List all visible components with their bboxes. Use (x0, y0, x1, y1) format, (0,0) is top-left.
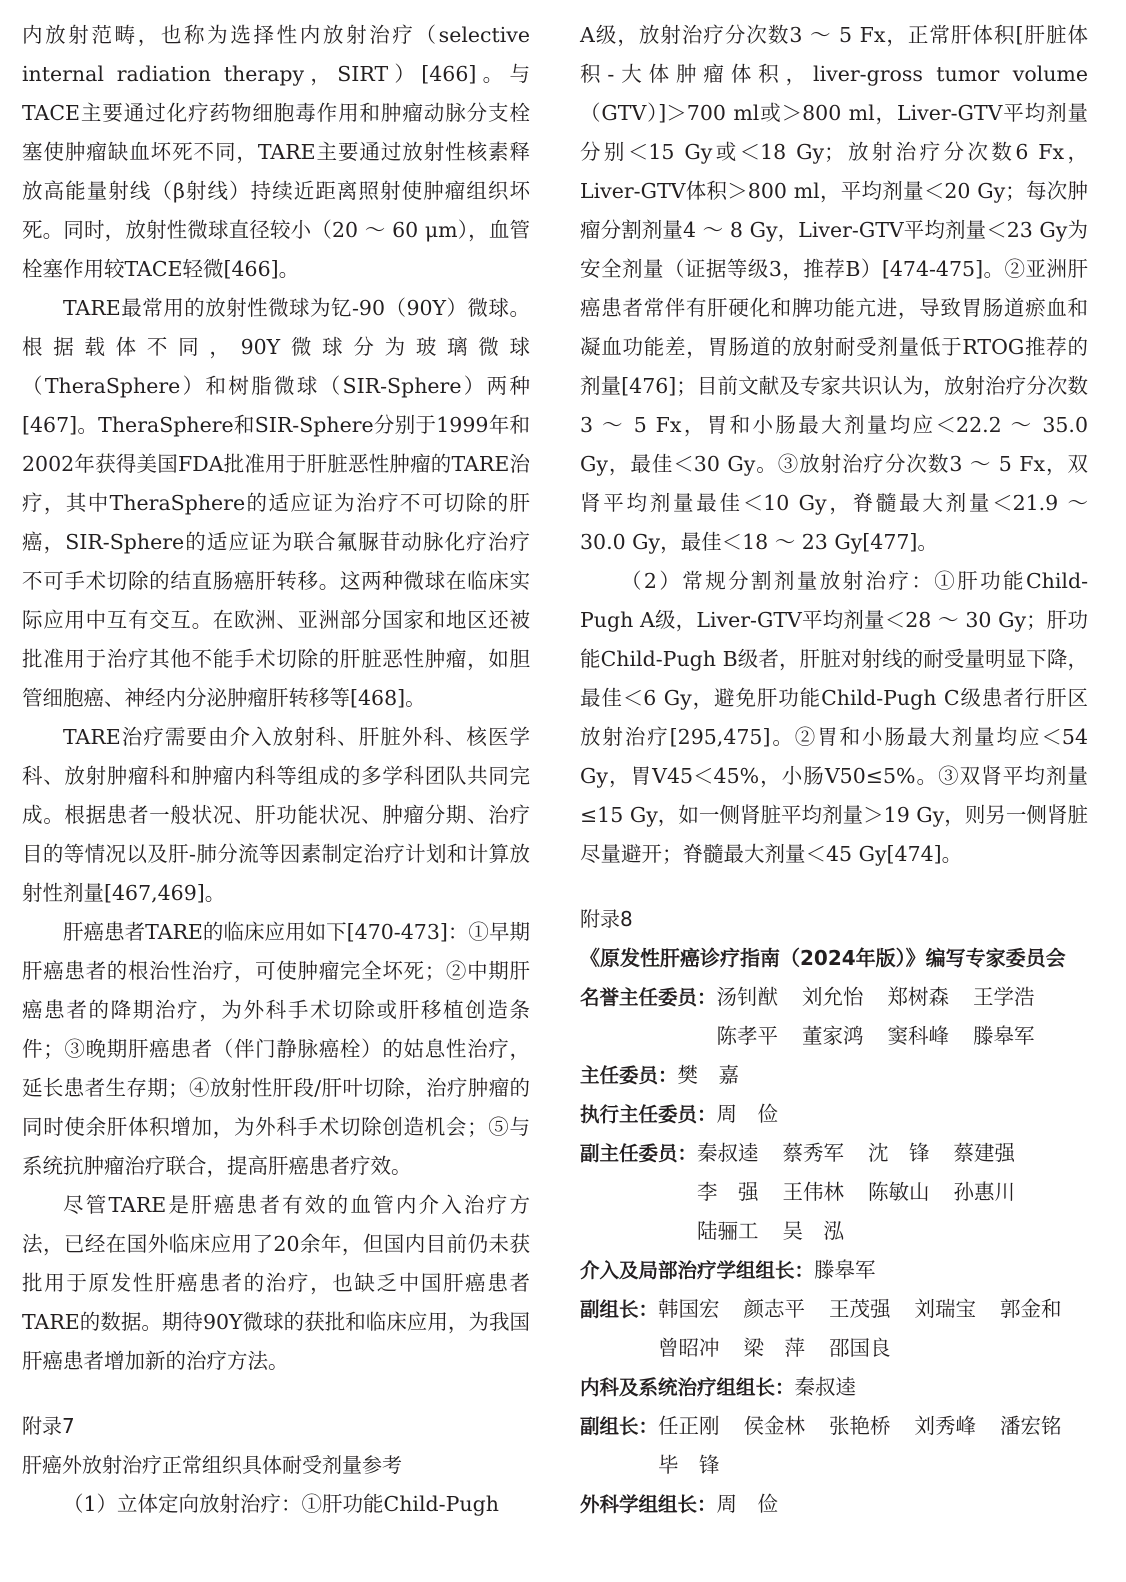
committee-row (580, 1290, 1088, 1368)
committee-member: 梁 萍 (743, 1336, 806, 1360)
committee-member: 樊 嘉 (677, 1063, 740, 1087)
committee-member: 郑树森 (887, 985, 950, 1009)
committee-member: 邵国良 (829, 1336, 891, 1360)
committee-names (814, 1251, 900, 1290)
committee-member: 任正刚 (658, 1414, 720, 1438)
left-column (22, 16, 530, 1524)
appendix-title: 肝癌外放射治疗正常组织具体耐受剂量参考 (22, 1453, 402, 1477)
committee-role-label: 外科学组组长： (580, 1493, 717, 1516)
committee-member: 郭金和 (1000, 1297, 1062, 1321)
committee-member: 蔡建强 (953, 1141, 1016, 1165)
appendix-label: 附录8 (580, 907, 633, 931)
appendix-label: 附录7 (22, 1414, 75, 1438)
committee-role-label: 执行主任委员： (580, 1103, 717, 1126)
paragraph: TARE最常用的放射性微球为钇-90（90Y）微球。根据载体不同，90Y微球分为玻璃微球（TheraSphere）和树脂微球（SIR-Sphere）两种[467]。TheraSphere和SIR-Sphere分别于1999年和2002年获得美国FDA批准用于肝脏恶性肿瘤的TARE治疗，其中TheraSphere的适应证为治疗不可切除的肝癌，SIR-Sphere的适应证为联合氟脲苷动脉化疗治疗不可手术切除的结直肠癌肝转移。这两种微球在临床实际应用中互有交互。在欧洲、亚洲部分国家和地区还被批准用于治疗其他不能手术切除的肝脏恶性肿瘤，如胆管细胞癌、神经内分泌肿瘤肝转移等[468]。 (22, 296, 530, 710)
committee-member: 滕皋军 (814, 1258, 876, 1282)
committee-names (697, 1134, 1088, 1251)
committee-member: 王茂强 (829, 1297, 891, 1321)
committee-role-label: 副组长： (580, 1298, 659, 1321)
committee-member: 秦叔逵 (794, 1375, 857, 1399)
committee-list (580, 978, 1088, 1524)
committee-names (658, 1407, 1088, 1485)
committee-member: 滕皋军 (973, 1024, 1035, 1048)
committee-member: 吴 泓 (782, 1219, 845, 1243)
paragraph: （2）常规分割剂量放射治疗：①肝功能Child-Pugh A级，Liver-GTV平均剂量＜28 ～ 30 Gy；肝功能Child-Pugh B级者，肝脏对射线的耐受量明显下降，最佳＜6 Gy，避免肝功能Child-Pugh C级患者行肝区放射治疗[295,475]。②胃和小肠最大剂量均应＜54 Gy，胃V45＜45%，小肠V50≤5%。③双肾平均剂量≤15 Gy，如一侧肾脏平均剂量＞19 Gy，则另一侧肾脏尽量避开；脊髓最大剂量＜45 Gy[474]。 (580, 569, 1088, 866)
committee-role-label: 主任委员： (580, 1064, 678, 1087)
committee-member: 窦科峰 (887, 1024, 950, 1048)
committee-role-label: 介入及局部治疗学组组长： (580, 1259, 815, 1282)
committee-member: 毕 锋 (658, 1453, 720, 1477)
committee-member: 沈 锋 (868, 1141, 930, 1165)
committee-member: 周 俭 (716, 1102, 779, 1126)
committee-member: 曾昭冲 (658, 1336, 720, 1360)
committee-member: 刘允怡 (802, 985, 864, 1009)
committee-row (580, 1056, 1088, 1095)
committee-member: 颜志平 (743, 1297, 806, 1321)
committee-names (717, 1095, 803, 1134)
committee-member: 孙惠川 (953, 1180, 1016, 1204)
committee-row (580, 1485, 1088, 1524)
appendix-title: 《原发性肝癌诊疗指南（2024年版）》编写专家委员会 (580, 946, 1066, 970)
paragraph: （1）立体定向放射治疗：①肝功能Child-Pugh (63, 1492, 499, 1516)
committee-member: 刘瑞宝 (914, 1297, 977, 1321)
paragraph: 肝癌患者TARE的临床应用如下[470-473]：①早期肝癌患者的根治性治疗，可使肿瘤完全坏死；②中期肝癌患者的降期治疗，为外科手术切除或肝移植创造条件；③晚期肝癌患者（伴门静脉癌栓）的姑息性治疗，延长患者生存期；④放射性肝段/肝叶切除，治疗肿瘤的同时使余肝体积增加，为外科手术切除创造机会；⑤与系统抗肿瘤治疗联合，提高肝癌患者疗效。 (22, 920, 530, 1178)
committee-names (678, 1056, 764, 1095)
committee-member: 张艳桥 (829, 1414, 891, 1438)
committee-row (580, 1251, 1088, 1290)
committee-member: 侯金林 (743, 1414, 806, 1438)
committee-row (580, 978, 1088, 1056)
committee-member: 周 俭 (716, 1492, 779, 1516)
committee-row (580, 1134, 1088, 1251)
paragraph: A级，放射治疗分次数3 ～ 5 Fx，正常肝体积[肝脏体积-大体肿瘤体积，liver-gross tumor volume（GTV）]＞700 ml或＞800 ml，Liver-GTV平均剂量分别＜15 Gy或＜18 Gy；放射治疗分次数6 Fx，Liver-GTV体积＞800 ml，平均剂量＜20 Gy；每次肿瘤分割剂量4 ～ 8 Gy，Liver-GTV平均剂量＜23 Gy为安全剂量（证据等级3，推荐B）[474-475]。②亚洲肝癌患者常伴有肝硬化和脾功能亢进，导致胃肠道瘀血和凝血功能差，胃肠道的放射耐受剂量低于RTOG推荐的剂量[476]；目前文献及专家共识认为，放射治疗分次数3 ～ 5 Fx，胃和小肠最大剂量均应＜22.2 ～ 35.0 Gy，最佳＜30 Gy。③放射治疗分次数3 ～ 5 Fx，双肾平均剂量最佳＜10 Gy，脊髓最大剂量＜21.9 ～ 30.0 Gy，最佳＜18 ～ 23 Gy[477]。 (580, 23, 1088, 554)
committee-names (717, 978, 1088, 1056)
committee-row (580, 1368, 1088, 1407)
committee-member: 王学浩 (973, 985, 1035, 1009)
committee-member: 董家鸿 (802, 1024, 864, 1048)
paragraph: TARE治疗需要由介入放射科、肝脏外科、核医学科、放射肿瘤科和肿瘤内科等组成的多学科团队共同完成。根据患者一般状况、肝功能状况、肿瘤分期、治疗目的等情况以及肝-肺分流等因素制定治疗计划和计算放射性剂量[467,469]。 (22, 725, 530, 905)
committee-member: 刘秀峰 (914, 1414, 977, 1438)
committee-names (795, 1368, 881, 1407)
committee-member: 陈敏山 (868, 1180, 930, 1204)
committee-names (658, 1290, 1088, 1368)
committee-member: 秦叔逵 (697, 1141, 759, 1165)
committee-member: 韩国宏 (658, 1297, 720, 1321)
paragraph: 尽管TARE是肝癌患者有效的血管内介入治疗方法，已经在国外临床应用了20余年，但国内目前仍未获批用于原发性肝癌患者的治疗，也缺乏中国肝癌患者TARE的数据。期待90Y微球的获批和临床应用，为我国肝癌患者增加新的治疗方法。 (22, 1193, 530, 1373)
committee-role-label: 副组长： (580, 1415, 659, 1438)
committee-member: 陆骊工 (697, 1219, 759, 1243)
committee-role-label: 名誉主任委员： (580, 986, 717, 1009)
committee-member: 潘宏铭 (1000, 1414, 1062, 1438)
committee-member: 蔡秀军 (782, 1141, 845, 1165)
committee-member: 王伟林 (782, 1180, 845, 1204)
committee-row (580, 1095, 1088, 1134)
committee-member: 汤钊猷 (716, 985, 779, 1009)
committee-role-label: 内科及系统治疗组组长： (580, 1376, 795, 1399)
right-column (580, 16, 1088, 1524)
committee-role-label: 副主任委员： (580, 1142, 698, 1165)
committee-names (717, 1485, 803, 1524)
committee-member: 陈孝平 (716, 1024, 779, 1048)
paragraph: 内放射范畴，也称为选择性内放射治疗（selective internal radiation therapy，SIRT）[466]。与TACE主要通过化疗药物细胞毒作用和肿瘤动脉分支栓塞使肿瘤缺血坏死不同，TARE主要通过放射性核素释放高能量射线（β射线）持续近距离照射使肿瘤组织坏死。同时，放射性微球直径较小（20 ～ 60 μm），血管栓塞作用较TACE轻微[466]。 (22, 23, 530, 281)
committee-row (580, 1407, 1088, 1485)
committee-member: 李 强 (697, 1180, 759, 1204)
